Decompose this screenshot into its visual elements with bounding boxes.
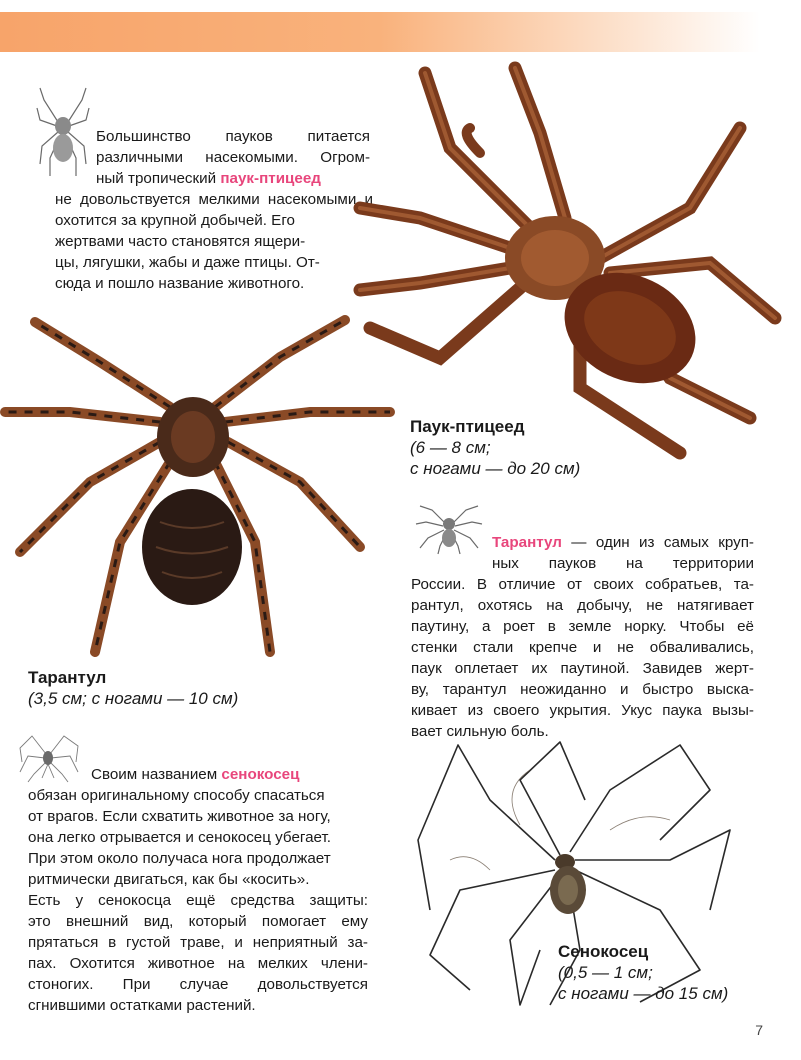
p3-line-2: от врагов. Если схватить животное за ногу, (28, 808, 331, 825)
p1-line-7: цы, лягушки, жабы и даже птицы. От- (55, 254, 320, 271)
p3-lead: Своим названием (91, 766, 222, 783)
harvestman-name: Сенокосец (558, 942, 649, 961)
p3-line-8: прятаться в густой траве, и неприятный за- (28, 934, 368, 951)
birdeater-size-2: с ногами — до 20 см) (410, 459, 581, 478)
p2-line-2: ных пауков на территории (492, 555, 754, 572)
p3-line-7: это внешний вид, который помогает ему (28, 913, 368, 930)
p1-line-8: сюда и пошло название животного. (55, 275, 305, 292)
p3-line-11: сгнившими остатками растений. (28, 997, 256, 1014)
p2-line-7: паук оплетает их паутиной. Завидев жерт- (411, 660, 754, 677)
page-number: 7 (755, 1022, 763, 1038)
birdeater-size-1: (6 — 8 см; (410, 438, 491, 457)
p3-line-9: пах. Охотится животное на мелких члени- (28, 955, 368, 972)
p2-line-5: паутину, а роет в земле норку. Чтобы её (411, 618, 754, 635)
paragraph-harvestman (91, 764, 337, 785)
p2-line-6: стенки стали крепче и не обваливались, (411, 639, 754, 656)
p3-line-6: Есть у сенокосца ещё средства защиты: (28, 892, 368, 909)
paragraph-birdeater-cont (96, 168, 370, 189)
harvestman-size-2: с ногами — до 15 см) (558, 984, 729, 1003)
small-spider-icon-birdeater (36, 86, 90, 178)
p1-line-6: жертвами часто становятся ящери- (55, 233, 306, 250)
birdeater-highlight: паук-птицеед (220, 170, 321, 187)
p1-line-1: Большинство пауков питается (96, 128, 370, 145)
harvestman-highlight: сенокосец (221, 766, 300, 783)
header-color-band (0, 12, 760, 52)
small-spider-icon-harvestman (18, 732, 80, 782)
p3-line-3: она легко отрывается и сенокосец убегает. (28, 829, 331, 846)
p2-line-1: — один из самых круп- (561, 534, 754, 551)
tarantula-spider-illustration (0, 312, 400, 662)
tarantula-name: Тарантул (28, 668, 107, 687)
paragraph-birdeater-tail (55, 189, 373, 294)
paragraph-tarantula (492, 532, 754, 574)
harvestman-size-1: (0,5 — 1 см; (558, 963, 653, 982)
birdeater-name: Паук-птицеед (410, 417, 525, 436)
p2-line-3: России. В отличие от своих собратьев, та- (411, 576, 754, 593)
paragraph-tarantula-cont (411, 574, 754, 742)
caption-tarantula (28, 667, 238, 709)
caption-harvestman (558, 941, 728, 1004)
p3-line-10: стоногих. При случае довольствуется (28, 976, 368, 993)
p2-line-8: ву, тарантул неожиданно и быстро выска- (411, 681, 754, 698)
paragraph-birdeater (96, 126, 370, 168)
tarantula-size-1: (3,5 см; с ногами — 10 см) (28, 689, 239, 708)
paragraph-harvestman-cont (28, 785, 368, 1016)
p1-line-4: не довольствуется мелкими насекомыми и (55, 191, 373, 208)
p2-line-10: вает сильную боль. (411, 723, 549, 740)
small-spider-icon-tarantula (414, 502, 484, 554)
p2-line-9: кивает из своего укрытия. Укус паука вызы- (411, 702, 754, 719)
p1-line-2: различными насекомыми. Огром- (96, 149, 370, 166)
tarantula-highlight: Тарантул (492, 534, 562, 551)
p2-line-4: рантул, охотясь на добычу, не натягивает (411, 597, 754, 614)
p1-line-5: охотится за крупной добычей. Его (55, 212, 295, 229)
p3-line-4: При этом около получаса нога продолжает (28, 850, 331, 867)
p1-line-3: ный тропический (96, 170, 221, 187)
caption-birdeater (410, 416, 580, 479)
p3-line-1: обязан оригинальному способу спасаться (28, 787, 325, 804)
p3-line-5: ритмически двигаться, как бы «косить». (28, 871, 310, 888)
